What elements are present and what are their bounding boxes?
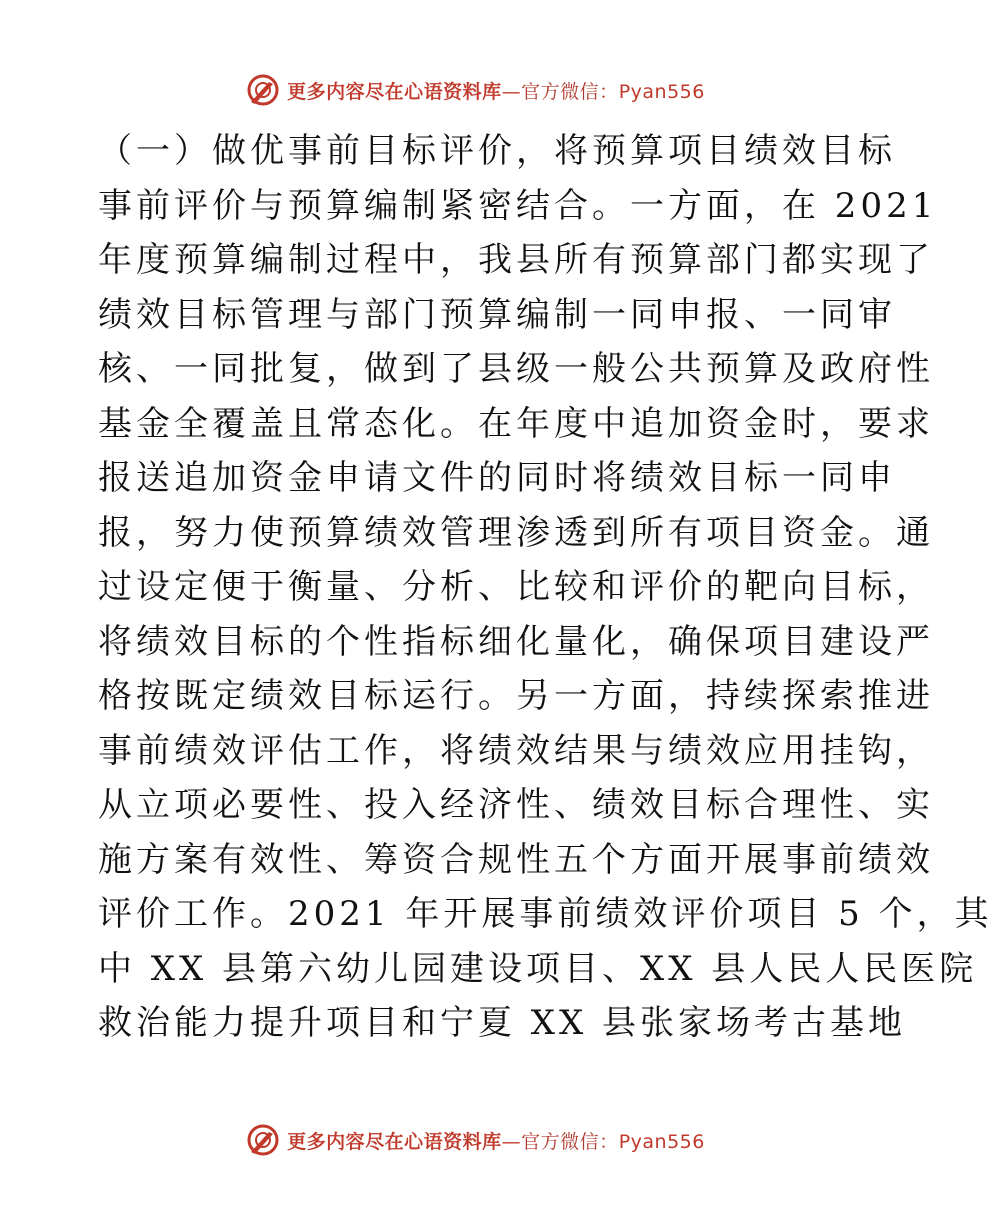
watermark-separator: — [501, 80, 522, 103]
text-line: 救治能力提升项目和宁夏 XX 县张家场考古基地 [98, 1003, 907, 1043]
quill-seal-icon [245, 72, 281, 108]
text-line: 将绩效目标的个性指标细化量化，确保项目建设严 [98, 621, 934, 662]
watermark-brand: 更多内容尽在心语资料库 [287, 1130, 502, 1153]
text-line: 过设定便于衡量、分析、比较和评价的靶向目标， [98, 567, 934, 607]
text-line: 中 XX 县第六幼儿园建设项目、XX 县人民人民医院 [98, 948, 978, 989]
watermark-label: 官方微信： [521, 1130, 619, 1153]
text-line: 基金全覆盖且常态化。在年度中追加资金时，要求 [98, 403, 934, 444]
text-line: 报送追加资金申请文件的同时将绩效目标一同申 [98, 458, 896, 498]
quill-seal-icon [245, 1122, 281, 1158]
text-line: 施方案有效性、筹资合规性五个方面开展事前绩效 [98, 839, 934, 880]
watermark-footer [0, 1120, 950, 1160]
text-line: 评价工作。2021 年开展事前绩效评价项目 5 个，其 [98, 894, 993, 934]
watermark-separator: — [501, 1130, 522, 1153]
watermark-id: Pyan556 [618, 1130, 705, 1153]
text-line: 核、一同批复，做到了县级一般公共预算及政府性 [98, 349, 934, 389]
text-line: 报，努力使预算绩效管理渗透到所有项目资金。通 [98, 512, 934, 553]
text-line: 格按既定绩效目标运行。另一方面，持续探索推进 [98, 676, 934, 716]
text-line: （一）做优事前目标评价，将预算项目绩效目标 [98, 131, 896, 171]
document-body [98, 124, 993, 1051]
watermark-text [287, 77, 705, 104]
watermark-header [0, 70, 950, 110]
text-line: 年度预算编制过程中，我县所有预算部门都实现了 [98, 240, 934, 280]
text-line: 事前评价与预算编制紧密结合。一方面，在 2021 [98, 185, 938, 226]
text-line: 绩效目标管理与部门预算编制一同申报、一同审 [98, 294, 896, 335]
watermark-id: Pyan556 [618, 80, 705, 103]
text-line: 事前绩效评估工作，将绩效结果与绩效应用挂钩， [98, 730, 934, 771]
text-line: 从立项必要性、投入经济性、绩效目标合理性、实 [98, 785, 934, 825]
watermark-label: 官方微信： [521, 80, 619, 103]
watermark-text [287, 1127, 705, 1154]
watermark-brand: 更多内容尽在心语资料库 [287, 80, 502, 103]
